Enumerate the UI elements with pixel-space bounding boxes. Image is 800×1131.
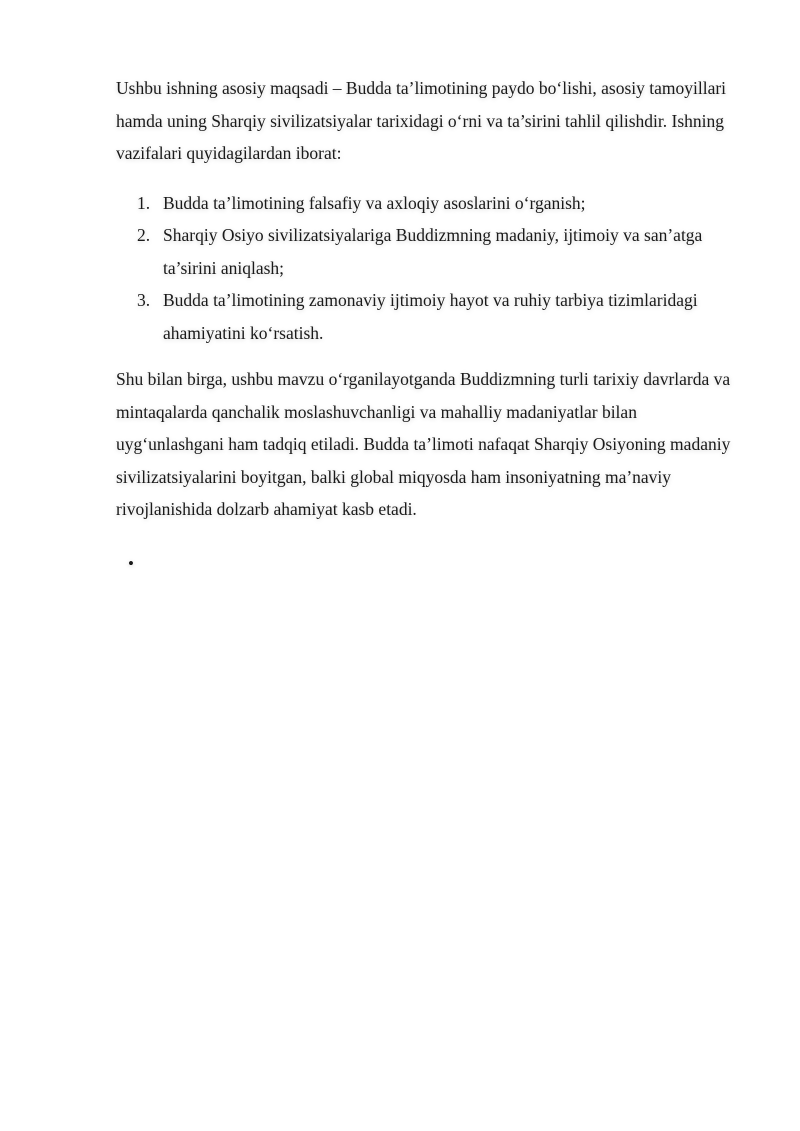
list-item-number: 1. xyxy=(137,192,151,213)
closing-paragraph: Shu bilan birga, ushbu mavzu o‘rganilayotganda Buddizmning turli tarixiy davrlarda va mintaqalarda qanchalik moslashuvchanligi va mahalliy madaniyatlar bilan uyg‘unlashgani ham tadqiq etiladi. Budda ta’limoti nafaqat Sharqiy Osiyoning madaniy sivilizatsiyalarini boyitgan, balki global miqyosda ham insoniyatning ma’naviy rivojlanishida dolzarb ahamiyat kasb etadi. xyxy=(116,369,731,519)
list-item-text: Sharqiy Osiyo sivilizatsiyalariga Buddizmning madaniy, ijtimoiy va san’atga ta’sirini aniqlash; xyxy=(163,225,703,278)
list-item-text: Budda ta’limotining zamonaviy ijtimoiy hayot va ruhiy tarbiya tizimlaridagi ahamiyatini ko‘rsatish. xyxy=(163,290,698,343)
list-item xyxy=(116,187,746,220)
intro-paragraph: Ushbu ishning asosiy maqsadi – Budda ta’limotining paydo bo‘lishi, asosiy tamoyillari hamda uning Sharqiy sivilizatsiyalar tarixidagi o‘rni va ta’sirini tahlil qilishdir. Ishning vazifalari quyidagilardan iborat: xyxy=(116,78,727,163)
document-page xyxy=(116,72,746,526)
list-item xyxy=(116,219,746,284)
list-item-number: 2. xyxy=(137,225,151,245)
list-item-text: Budda ta’limotining falsafiy va axloqiy asoslarini o‘rganish; xyxy=(163,192,586,213)
empty-bullet-point: • xyxy=(128,554,134,573)
list-item xyxy=(116,284,746,349)
tasks-list xyxy=(116,187,746,350)
list-item-number: 3. xyxy=(137,290,151,310)
